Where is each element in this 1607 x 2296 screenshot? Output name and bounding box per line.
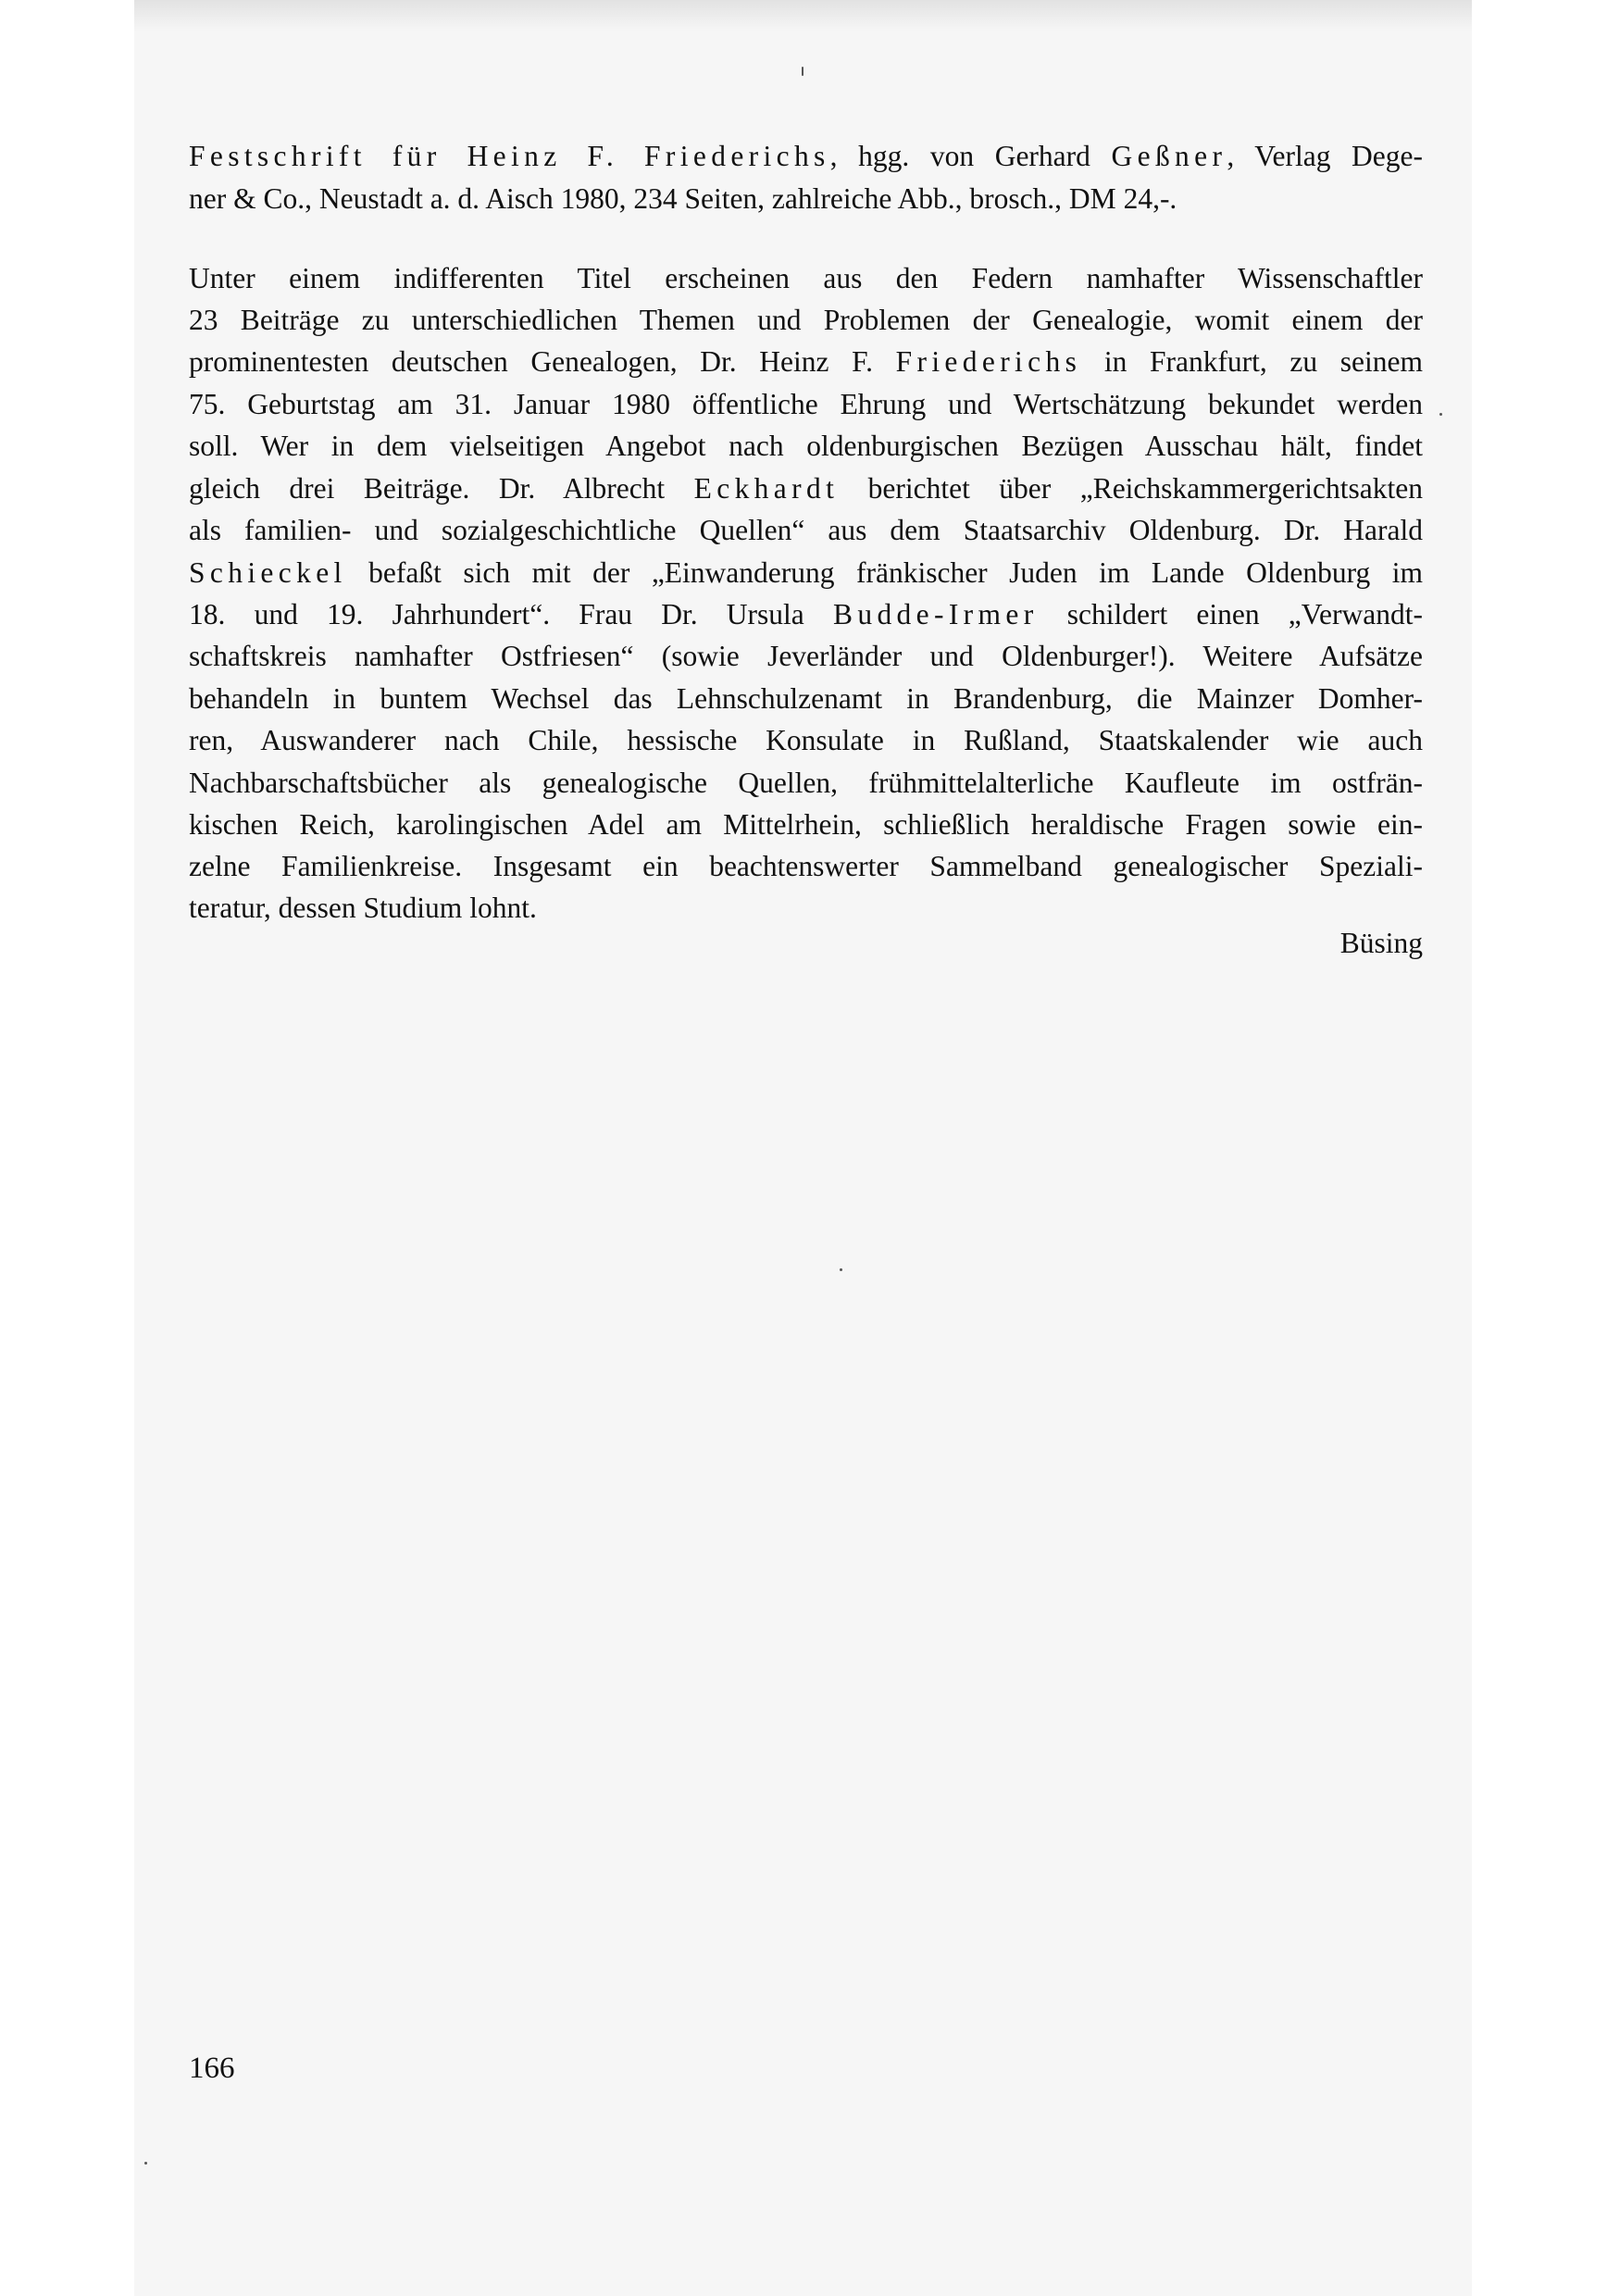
scan-edge-shadow <box>134 0 1472 31</box>
review-line: Nachbarschaftsbücher als genealogische Quellen, frühmittelalterliche Kaufleute im ostfrän- <box>189 767 1423 799</box>
review-line <box>189 552 1423 593</box>
book-title: Festschrift für Heinz F. Friederichs <box>189 140 830 172</box>
review-text: in Frankfurt, zu seinem <box>1081 345 1423 378</box>
review-text: befaßt sich mit der „Einwanderung fränkischer Juden im Lande Oldenburg im <box>346 556 1423 589</box>
review-text: 18. und 19. Jahrhundert“. Frau Dr. Ursula <box>189 598 833 630</box>
review-line: ren, Auswanderer nach Chile, hessische Konsulate in Rußland, Staatskalender wie auch <box>189 724 1423 756</box>
editor-name: Geßner <box>1111 140 1227 172</box>
review-text: schildert einen „Verwandt- <box>1038 598 1423 630</box>
review-line <box>189 593 1423 635</box>
person-name: Budde-Irmer <box>832 598 1039 630</box>
citation-details: ner & Co., Neustadt a. d. Aisch 1980, 234 Seiten, zahlreiche Abb., brosch., DM 24,-. <box>189 182 1177 215</box>
page-number: 166 <box>189 2052 235 2085</box>
review-line: 23 Beiträge zu unterschiedlichen Themen und Problemen der Genealogie, womit einem der <box>189 304 1423 336</box>
review-line: schaftskreis namhafter Ostfriesen“ (sowie Jeverländer und Oldenburger!). Weitere Aufsätze <box>189 640 1423 672</box>
review-line: zelne Familienkreise. Insgesamt ein beachtenswerter Sammelband genealogischer Speziali- <box>189 850 1423 882</box>
review-text: berichtet über „Reichskammergerichtsakten <box>839 472 1423 505</box>
citation-line-1 <box>189 135 1423 177</box>
scan-speck <box>1439 413 1442 416</box>
person-name: Eckhardt <box>693 472 840 505</box>
person-name: Friederichs <box>895 345 1082 378</box>
citation-publisher-start: , Verlag Dege- <box>1227 140 1424 172</box>
review-line: als familien- und sozialgeschichtliche Quellen“ aus dem Staatsarchiv Oldenburg. Dr. Harald <box>189 514 1423 546</box>
review-line: teratur, dessen Studium lohnt. <box>189 892 537 924</box>
person-name: Schieckel <box>189 556 347 589</box>
reviewer-signature: Büsing <box>1339 927 1423 959</box>
review-text: prominentesten deutschen Genealogen, Dr. Heinz F. <box>189 345 896 378</box>
citation-editor-prefix: , hgg. von Gerhard <box>829 140 1112 172</box>
review-line <box>189 341 1423 382</box>
review-line: soll. Wer in dem vielseitigen Angebot nach oldenburgischen Bezügen Ausschau hält, findet <box>189 430 1423 462</box>
scan-speck <box>802 67 804 76</box>
scan-speck <box>840 1268 842 1271</box>
review-line: 75. Geburtstag am 31. Januar 1980 öffentliche Ehrung und Wertschätzung bekundet werden <box>189 388 1423 420</box>
citation-line-2 <box>189 178 1177 219</box>
review-text: gleich drei Beiträge. Dr. Albrecht <box>189 472 694 505</box>
scan-speck <box>144 2162 147 2165</box>
review-line: behandeln in buntem Wechsel das Lehnschulzenamt in Brandenburg, die Mainzer Domher- <box>189 682 1423 715</box>
review-line: kischen Reich, karolingischen Adel am Mittelrhein, schließlich heraldische Fragen sowie ein- <box>189 808 1423 841</box>
review-line <box>189 468 1423 509</box>
review-line: Unter einem indifferenten Titel erscheinen aus den Federn namhafter Wissenschaftler <box>189 262 1423 294</box>
